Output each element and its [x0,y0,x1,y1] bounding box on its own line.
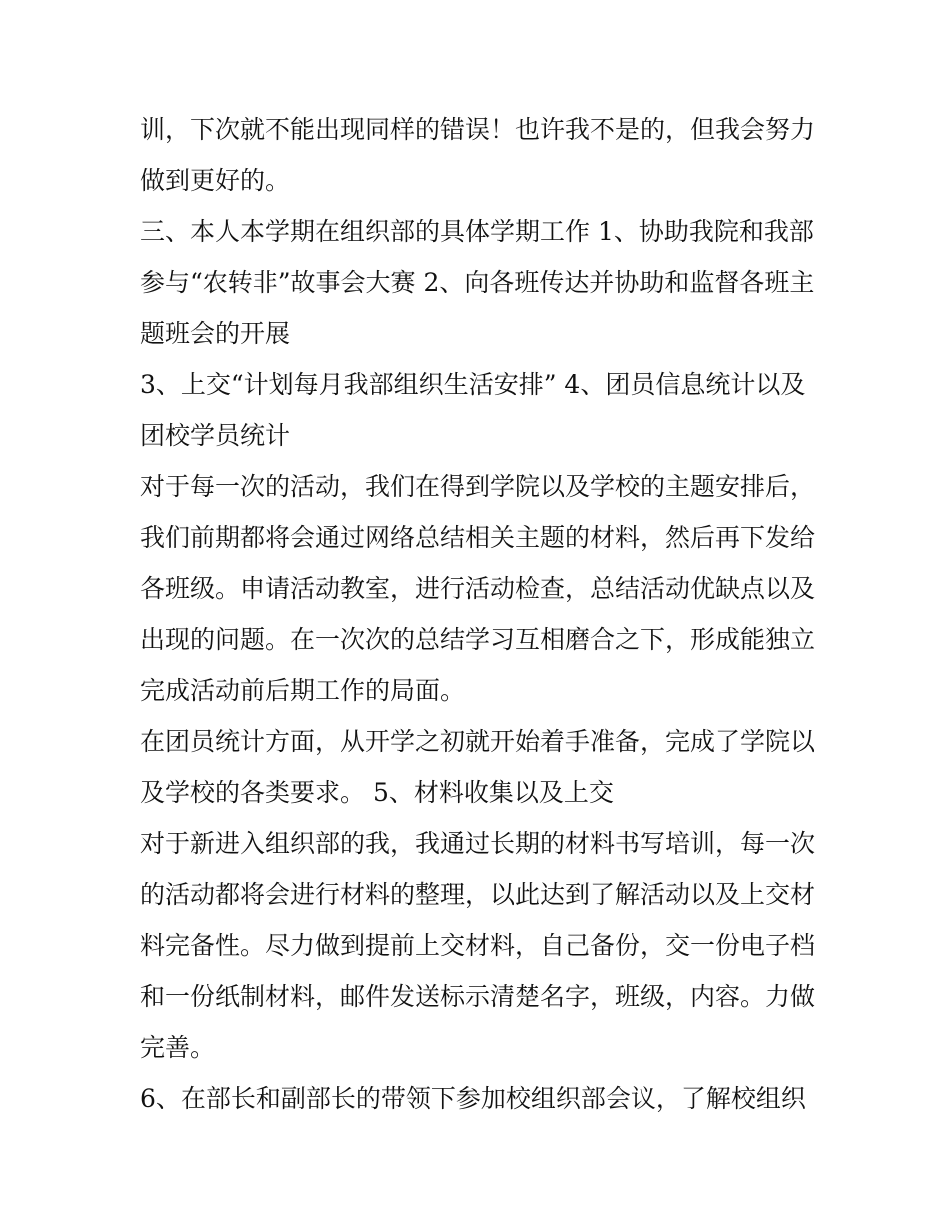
text-line: 各班级。申请活动教室，进行活动检查，总结活动优缺点以及 [140,574,816,603]
text-line: 题班会的开展 [140,319,291,348]
text-line: 对于每一次的活动，我们在得到学院以及学校的主题安排后， [140,472,816,501]
text-line: 6、在部长和副部长的带领下参加校组织部会议，了解校组织 [140,1084,806,1113]
text-line: 及学校的各类要求。 5、材料收集以及上交 [140,778,614,807]
text-line: 做到更好的。 [140,166,291,195]
text-line: 团校学员统计 [140,421,291,450]
text-line: 我们前期都将会通过网络总结相关主题的材料，然后再下发给 [140,523,816,552]
text-line: 的活动都将会进行材料的整理，以此达到了解活动以及上交材 [140,880,816,909]
text-line: 参与“农转非”故事会大赛 2、向各班传达并协助和监督各班主 [140,268,815,297]
text-line: 完成活动前后期工作的局面。 [140,676,466,705]
text-line: 在团员统计方面，从开学之初就开始着手准备，完成了学院以 [140,727,816,756]
text-line: 3、上交“计划每月我部组织生活安排” 4、团员信息统计以及 [140,370,806,399]
document-body [140,104,820,1124]
text-line: 对于新进入组织部的我，我通过长期的材料书写培训，每一次 [140,829,816,858]
text-line: 三、本人本学期在组织部的具体学期工作 1、协助我院和我部 [140,217,814,246]
text-line: 料完备性。尽力做到提前上交材料，自己备份，交一份电子档 [140,931,816,960]
text-line: 完善。 [140,1033,216,1062]
text-line: 和一份纸制材料，邮件发送标示清楚名字，班级，内容。力做 [140,982,816,1011]
text-line: 训，下次就不能出现同样的错误！也许我不是的，但我会努力 [140,115,816,144]
text-line: 出现的问题。在一次次的总结学习互相磨合之下，形成能独立 [140,625,816,654]
